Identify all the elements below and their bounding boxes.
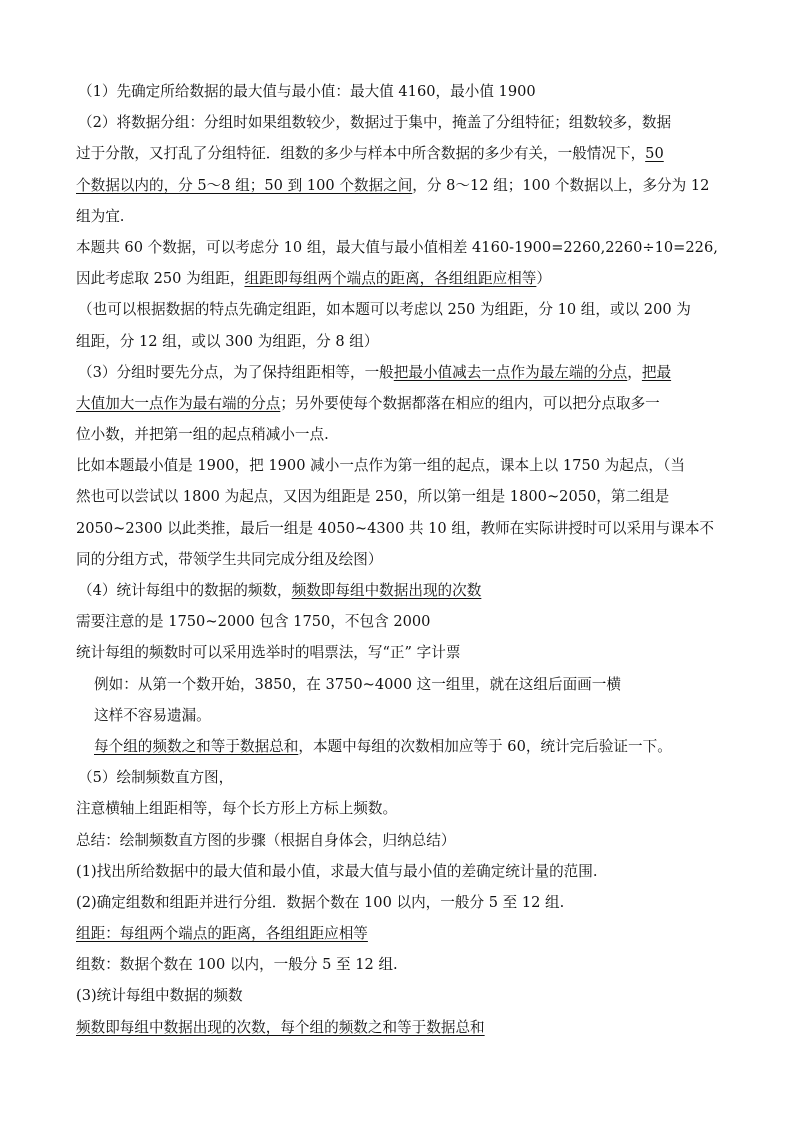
step3-line-3: 位小数，并把第一组的起点稍减小一点. — [76, 426, 329, 444]
step2-line-3 — [76, 170, 726, 201]
underlined-text: 50 — [645, 145, 664, 163]
example2-line-1: 比如本题最小值是 1900，把 1900 减小一点作为第一组的起点，课本上以 1750 为起点，（当 — [76, 457, 685, 475]
example3-line-2: 这样不容易遗漏。 — [94, 706, 211, 724]
tally-line: 统计每组的频数时可以采用选举时的唱票法，写“正” 字计票 — [76, 644, 461, 662]
text: 因此考虑取 250 为组距， — [76, 270, 245, 288]
underlined-text: 组距：每组两个端点的距离，各组组距应相等 — [76, 925, 368, 943]
example2-line-2: 然也可以尝试以 1800 为起点，又因为组距是 250，所以第一组是 1800~2050，第二组是 — [76, 488, 670, 506]
example2-line-4: 同的分组方式，带领学生共同完成分组及绘图） — [76, 550, 383, 568]
summary-heading: 总结：绘制频数直方图的步骤（根据自身体会，归纳总结） — [76, 831, 456, 849]
step5-note: 注意横轴上组距相等，每个长方形上方标上频数。 — [76, 800, 398, 818]
step5-line: （5）绘制频数直方图， — [78, 769, 234, 787]
note2-line: 需要注意的是 1750~2000 包含 1750，不包含 2000 — [76, 613, 431, 631]
summary-interval — [76, 918, 726, 949]
document-page — [76, 76, 726, 1043]
example2-line-3: 2050~2300 以此类推，最后一组是 4050~4300 共 10 组，教师在实际讲授时可以采用与课本不 — [76, 519, 715, 537]
example-line-1: 本题共 60 个数据，可以考虑分 10 组，最大值与最小值相差 4160-1900=2260,2260÷10=226, — [76, 238, 718, 256]
underlined-text: 把最 — [641, 363, 672, 381]
step2-line: （2）将数据分组：分组时如果组数较少，数据过于集中，掩盖了分组特征；组数较多，数据 — [78, 114, 672, 132]
text: ） — [536, 270, 551, 288]
underlined-text: 个数据以内的，分 5～8 组；50 到 100 个数据之间 — [76, 176, 413, 194]
summary-step3: (3)统计每组中数据的频数 — [76, 987, 243, 1005]
text: 过于分散，又打乱了分组特征．组数的多少与样本中所含数据的多少有关，一般情况下， — [76, 145, 646, 163]
underlined-text: 大值加大一点作为最右端的分点 — [76, 394, 281, 412]
summary-step1: (1)找出所给数据中的最大值和最小值，求最大值与最小值的差确定统计量的范围. — [76, 862, 598, 880]
summary-groups: 组数：数据个数在 100 以内，一般分 5 至 12 组. — [76, 956, 398, 974]
example3-line-1: 例如：从第一个数开始，3850，在 3750~4000 这一组里，就在这组后面画一横 — [94, 675, 621, 693]
step3-line-1 — [76, 357, 726, 388]
summary-frequency — [76, 1012, 726, 1043]
step3-line-2 — [76, 388, 726, 419]
step2-line-2 — [76, 138, 726, 169]
summary-step2: (2)确定组数和组距并进行分组．数据个数在 100 以内，一般分 5 至 12 组. — [76, 893, 565, 911]
underlined-text: 频数即每组中数据出现的次数 — [291, 582, 482, 599]
text: ，本题中每组的次数相加应等于 60，统计完后验证一下。 — [298, 737, 672, 755]
underlined-text: 把最小值减去一点作为最左端的分点 — [393, 363, 628, 381]
note-line-1: （也可以根据数据的特点先确定组距，如本题可以考虑以 250 为组距，分 10 组，或以 200 为 — [78, 301, 691, 319]
text: ， — [627, 363, 642, 381]
underlined-text: 频数即每组中数据出现的次数，每个组的频数之和等于数据总和 — [76, 1018, 485, 1036]
text: （4）统计每组中的数据的频数， — [78, 582, 292, 599]
note-line-2: 组距，分 12 组，或以 300 为组距，分 8 组） — [76, 332, 379, 350]
underlined-text: 组距即每组两个端点的距离，各组组距应相等 — [244, 270, 537, 288]
step2-line-4: 组为宜. — [76, 207, 125, 225]
sum-line — [76, 731, 726, 762]
text: ，分 8～12 组；100 个数据以上，多分为 12 — [412, 176, 710, 194]
step4-line — [76, 575, 726, 606]
text: （3）分组时要先分点，为了保持组距相等，一般 — [78, 363, 394, 381]
text: ；另外要使每个数据都落在相应的组内，可以把分点取多一 — [280, 394, 660, 412]
step1-line: （1）先确定所给数据的最大值与最小值：最大值 4160，最小值 1900 — [78, 83, 536, 100]
underlined-text: 每个组的频数之和等于数据总和 — [94, 737, 299, 755]
example-line-2 — [76, 263, 726, 294]
